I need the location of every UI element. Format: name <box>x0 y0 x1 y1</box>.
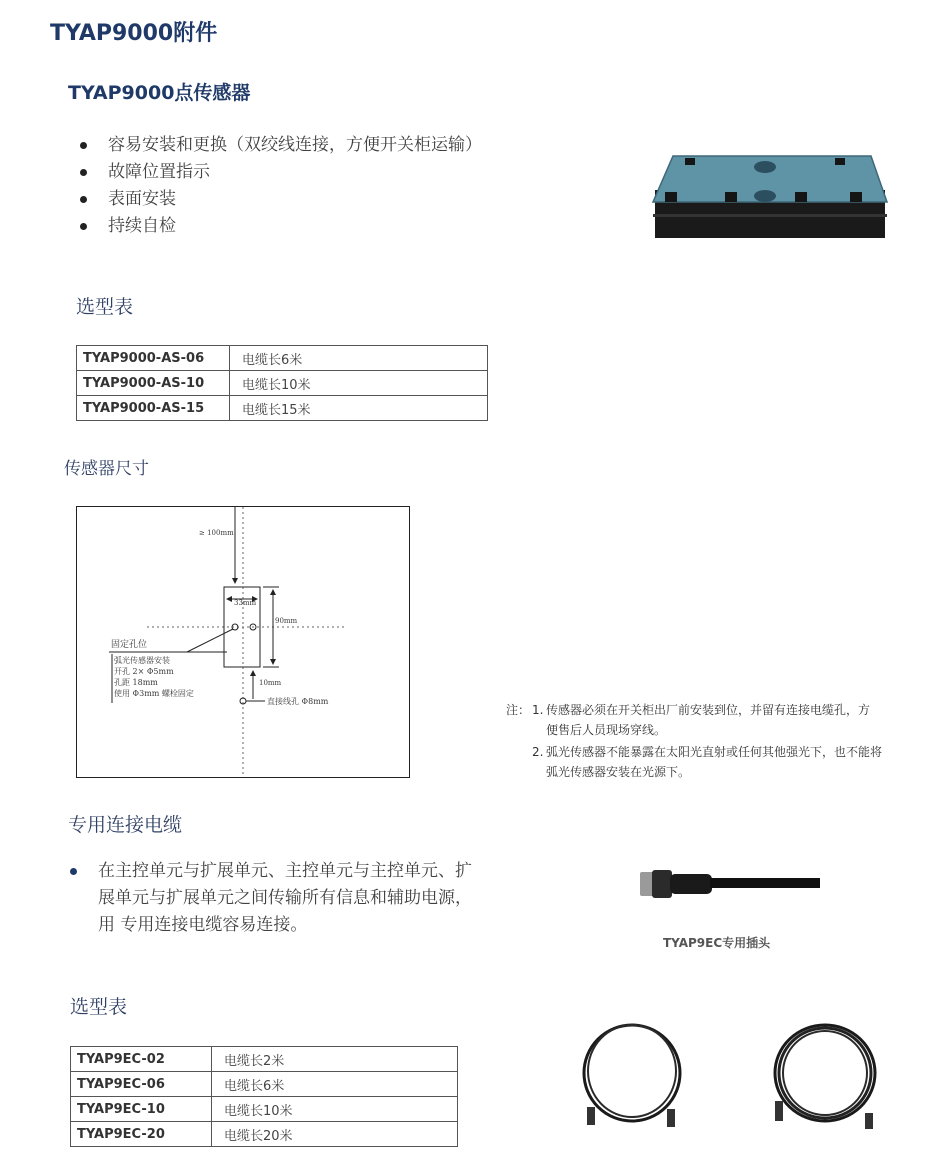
width-label: 33mm <box>234 599 257 607</box>
dimension-drawing <box>76 506 410 778</box>
table-row <box>71 1047 458 1072</box>
desc-cell: 电缆长15米 <box>230 396 488 421</box>
install-notes <box>114 655 194 699</box>
cable-description <box>64 858 484 939</box>
coiled-cable-image <box>765 1015 885 1135</box>
desc-cell: 电缆长10米 <box>212 1097 458 1122</box>
model-cell: TYAP9000-AS-10 <box>77 371 230 396</box>
list-item: 在主控单元与扩展单元、主控单元与主控单元、扩展单元与扩展单元之间传输所有信息和辅助电源，用 专用连接电缆容易连接。 <box>64 858 484 939</box>
cable-selection-table <box>70 1046 458 1147</box>
clearance-label: ≥ 100mm <box>199 529 234 537</box>
sensor-selection-table <box>76 345 488 421</box>
notes-prefix: 注： <box>506 703 531 717</box>
note-number: 1. <box>532 703 544 717</box>
note-item <box>532 700 877 740</box>
table-row <box>71 1097 458 1122</box>
model-cell: TYAP9EC-20 <box>71 1122 212 1147</box>
dimension-heading: 传感器尺寸 <box>64 459 149 479</box>
model-cell: TYAP9EC-10 <box>71 1097 212 1122</box>
note-text: 弧光传感器不能暴露在太阳光直射或任何其他强光下，也不能将弧光传感器安装在光源下。 <box>546 745 883 779</box>
selection-table-heading: 选型表 <box>76 296 134 318</box>
table-row <box>77 371 488 396</box>
gap-label: 10mm <box>259 679 282 687</box>
plug-caption: TYAP9EC专用插头 <box>663 936 771 950</box>
sensor-feature-list <box>74 132 504 240</box>
desc-cell: 电缆长6米 <box>212 1072 458 1097</box>
table-row <box>71 1122 458 1147</box>
table-row <box>71 1072 458 1097</box>
model-cell: TYAP9EC-06 <box>71 1072 212 1097</box>
model-cell: TYAP9000-AS-06 <box>77 346 230 371</box>
desc-cell: 电缆长20米 <box>212 1122 458 1147</box>
sensor-heading: TYAP9000点传感器 <box>68 82 251 104</box>
model-cell: TYAP9000-AS-15 <box>77 396 230 421</box>
page-title: TYAP9000附件 <box>50 21 218 46</box>
cable-hole-label: 直接线孔 Φ8mm <box>267 697 329 706</box>
model-cell: TYAP9EC-02 <box>71 1047 212 1072</box>
note-item <box>532 742 882 782</box>
height-label: 90mm <box>275 617 298 625</box>
cable-heading: 专用连接电缆 <box>68 814 183 836</box>
install-line: 弧光传感器安装 <box>114 656 170 665</box>
coiled-cable-image <box>575 1015 690 1135</box>
list-item: 持续自检 <box>74 213 504 240</box>
install-line: 使用 Φ3mm 螺栓固定 <box>114 689 194 698</box>
table-row <box>77 396 488 421</box>
desc-cell: 电缆长10米 <box>230 371 488 396</box>
desc-cell: 电缆长2米 <box>212 1047 458 1072</box>
table-row <box>77 346 488 371</box>
list-item: 故障位置指示 <box>74 159 504 186</box>
point-sensor-image <box>645 150 895 250</box>
note-number: 2. <box>532 745 544 759</box>
cable-plug-image <box>636 862 826 906</box>
fixing-hole-label: 固定孔位 <box>111 640 148 650</box>
list-item: 表面安装 <box>74 186 504 213</box>
note-text: 传感器必须在开关柜出厂前安装到位，并留有连接电缆孔，方便售后人员现场穿线。 <box>546 703 871 737</box>
install-line: 孔距 18mm <box>114 678 158 687</box>
desc-cell: 电缆长6米 <box>230 346 488 371</box>
list-item: 容易安装和更换（双绞线连接，方便开关柜运输） <box>74 132 504 159</box>
install-line: 开孔 2× Φ5mm <box>114 667 174 676</box>
cable-table-heading: 选型表 <box>70 996 128 1018</box>
